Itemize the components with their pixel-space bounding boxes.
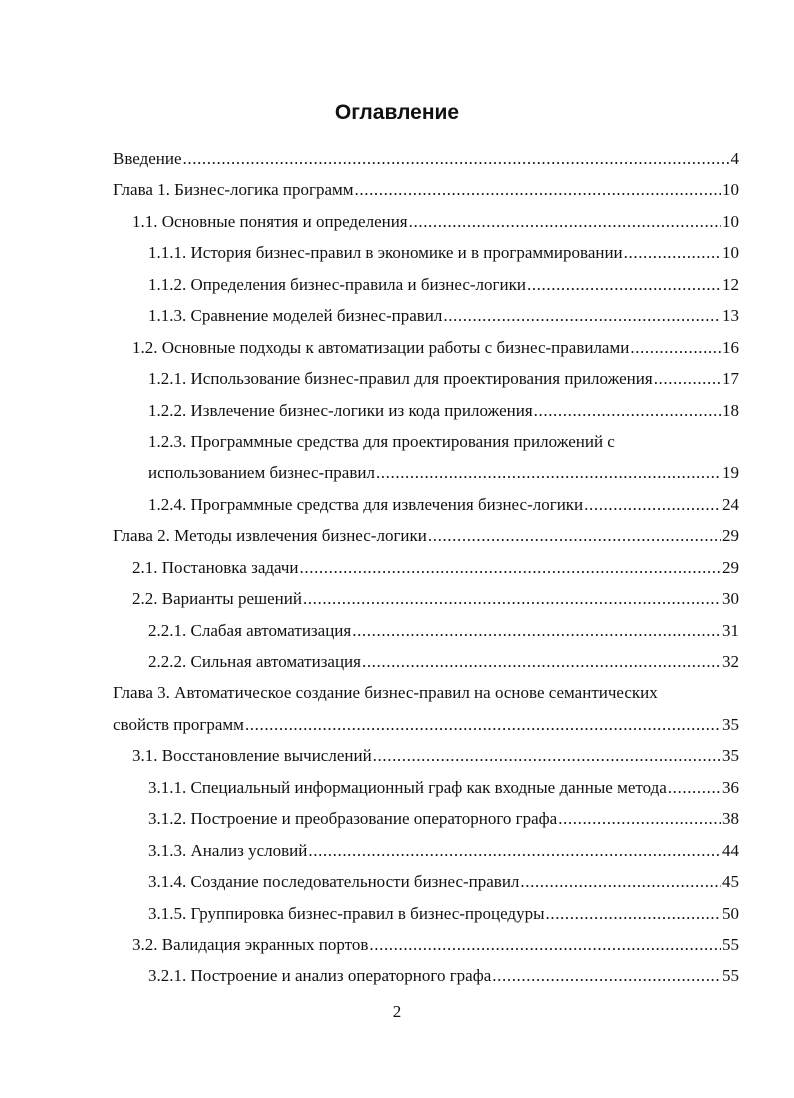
toc-entry-page: 13 [722,306,739,326]
toc-entry-page: 44 [722,840,739,860]
toc-entry-title: 3.1. Восстановление вычислений [132,746,372,766]
toc-entry-title: 1.1. Основные понятия и определения [132,211,408,231]
toc-entry[interactable] [113,898,739,929]
toc-entry[interactable] [113,489,739,520]
dot-leader [520,866,721,897]
toc-entry[interactable] [113,803,739,834]
toc-entry[interactable] [113,395,739,426]
toc-entry[interactable] [113,866,739,897]
toc-entry[interactable] [113,835,739,866]
dot-leader [355,174,721,205]
page-title: Оглавление [334,101,460,124]
dot-leader [303,583,721,614]
toc-entry[interactable] [113,929,739,960]
toc-entry[interactable] [113,646,739,677]
toc-entry[interactable] [113,552,739,583]
dot-leader [558,803,721,834]
dot-leader [546,898,722,929]
toc-entry[interactable] [113,363,739,394]
toc-entry[interactable] [113,300,739,331]
dot-leader [308,835,721,866]
toc-entry-page: 32 [722,652,739,671]
toc-entry-page: 50 [722,903,739,923]
toc-entry-page: 19 [722,463,739,483]
dot-leader [183,143,730,174]
toc-entry-title: 3.2.1. Построение и анализ операторного графа [148,966,492,986]
toc-entry-title: 2.2.1. Слабая автоматизация [148,620,352,640]
dot-leader [369,929,721,960]
toc-entry-page: 10 [722,243,739,263]
dot-leader [428,520,721,551]
dot-leader [534,395,721,426]
toc-entry-page: 10 [722,180,739,200]
toc-entry-page: 16 [722,337,739,357]
toc-entry[interactable] [113,615,739,646]
dot-leader [492,960,721,991]
toc-entry-title: 2.2.2. Сильная автоматизация [148,652,361,671]
toc-entry[interactable] [113,269,739,300]
toc-entry-title: 2.1. Постановка задачи [132,557,299,577]
toc-entry[interactable] [113,740,739,771]
dot-leader [624,237,721,268]
toc-entry-title: 3.1.4. Создание последовательности бизнес-правил [148,872,520,892]
toc-entry-title: 1.1.1. История бизнес-правил в экономике и в программировании [148,243,623,263]
dot-leader [362,646,721,677]
toc-entry-title: 1.1.2. Определения бизнес-правила и бизнес-логики [148,274,526,294]
toc-entry-title: Введение [113,149,182,168]
dot-leader [376,457,721,488]
toc-entry-title: 3.1.1. Специальный информационный граф как входные данные метода [148,777,667,797]
toc-entry-title: свойств программ [113,714,244,734]
toc-entry-page: 55 [722,966,739,986]
toc-entry[interactable] [113,457,739,488]
toc-entry-page: 17 [722,369,739,389]
table-of-contents [113,143,739,992]
toc-entry-title: 1.2.2. Извлечение бизнес-логики из кода приложения [148,400,533,420]
toc-entry-page: 29 [722,526,739,546]
toc-entry[interactable] [113,426,739,457]
toc-entry[interactable] [113,709,739,740]
dot-leader [300,552,721,583]
toc-entry-title: 1.2.1. Использование бизнес-правил для проектирования приложения [148,369,653,389]
page-number: 2 [392,1002,402,1021]
toc-entry-page: 31 [722,620,739,640]
toc-entry-page: 24 [722,494,739,514]
toc-entry-page: 36 [722,777,739,797]
dot-leader [373,740,721,771]
dot-leader [409,206,721,237]
toc-entry[interactable] [113,143,739,174]
toc-entry-page: 29 [722,557,739,577]
toc-entry-title: 1.1.3. Сравнение моделей бизнес-правил [148,306,443,326]
toc-entry-title: 2.2. Варианты решений [132,589,302,609]
toc-entry[interactable] [113,237,739,268]
dot-leader [630,332,721,363]
toc-entry-title: 1.2.3. Программные средства для проектирования приложений с [148,431,615,451]
toc-entry-page: 38 [722,809,739,829]
toc-entry[interactable] [113,677,739,708]
toc-entry-page: 10 [722,211,739,231]
toc-entry[interactable] [113,174,739,205]
dot-leader [245,709,721,740]
toc-entry-page: 12 [722,274,739,294]
toc-entry-title: Глава 2. Методы извлечения бизнес-логики [113,526,427,546]
toc-entry[interactable] [113,332,739,363]
dot-leader [443,300,721,331]
dot-leader [527,269,721,300]
toc-entry-page: 35 [722,746,739,766]
toc-entry-title: 3.1.2. Построение и преобразование операторного графа [148,809,558,829]
toc-entry-title: 1.2. Основные подходы к автоматизации работы с бизнес-правилами [132,337,630,357]
toc-entry-page: 30 [722,589,739,609]
toc-entry[interactable] [113,206,739,237]
toc-entry-title: Глава 3. Автоматическое создание бизнес-правил на основе семантических [113,683,658,703]
toc-entry[interactable] [113,960,739,991]
dot-leader [352,615,721,646]
toc-entry[interactable] [113,583,739,614]
toc-entry-title: использованием бизнес-правил [148,463,375,483]
toc-entry-title: 3.2. Валидация экранных портов [132,934,369,954]
toc-entry-page: 35 [722,714,739,734]
toc-entry-page: 4 [730,149,739,168]
dot-leader [584,489,721,520]
toc-entry-page: 45 [722,872,739,892]
toc-entry[interactable] [113,772,739,803]
toc-entry-title: 3.1.3. Анализ условий [148,840,308,860]
toc-entry-page: 18 [722,400,739,420]
toc-entry-title: 1.2.4. Программные средства для извлечения бизнес-логики [148,494,584,514]
toc-entry-title: 3.1.5. Группировка бизнес-правил в бизнес-процедуры [148,903,545,923]
dot-leader [668,772,721,803]
dot-leader [654,363,721,394]
toc-entry-title: Глава 1. Бизнес-логика программ [113,180,354,200]
toc-entry-page: 55 [722,934,739,954]
toc-entry[interactable] [113,520,739,551]
